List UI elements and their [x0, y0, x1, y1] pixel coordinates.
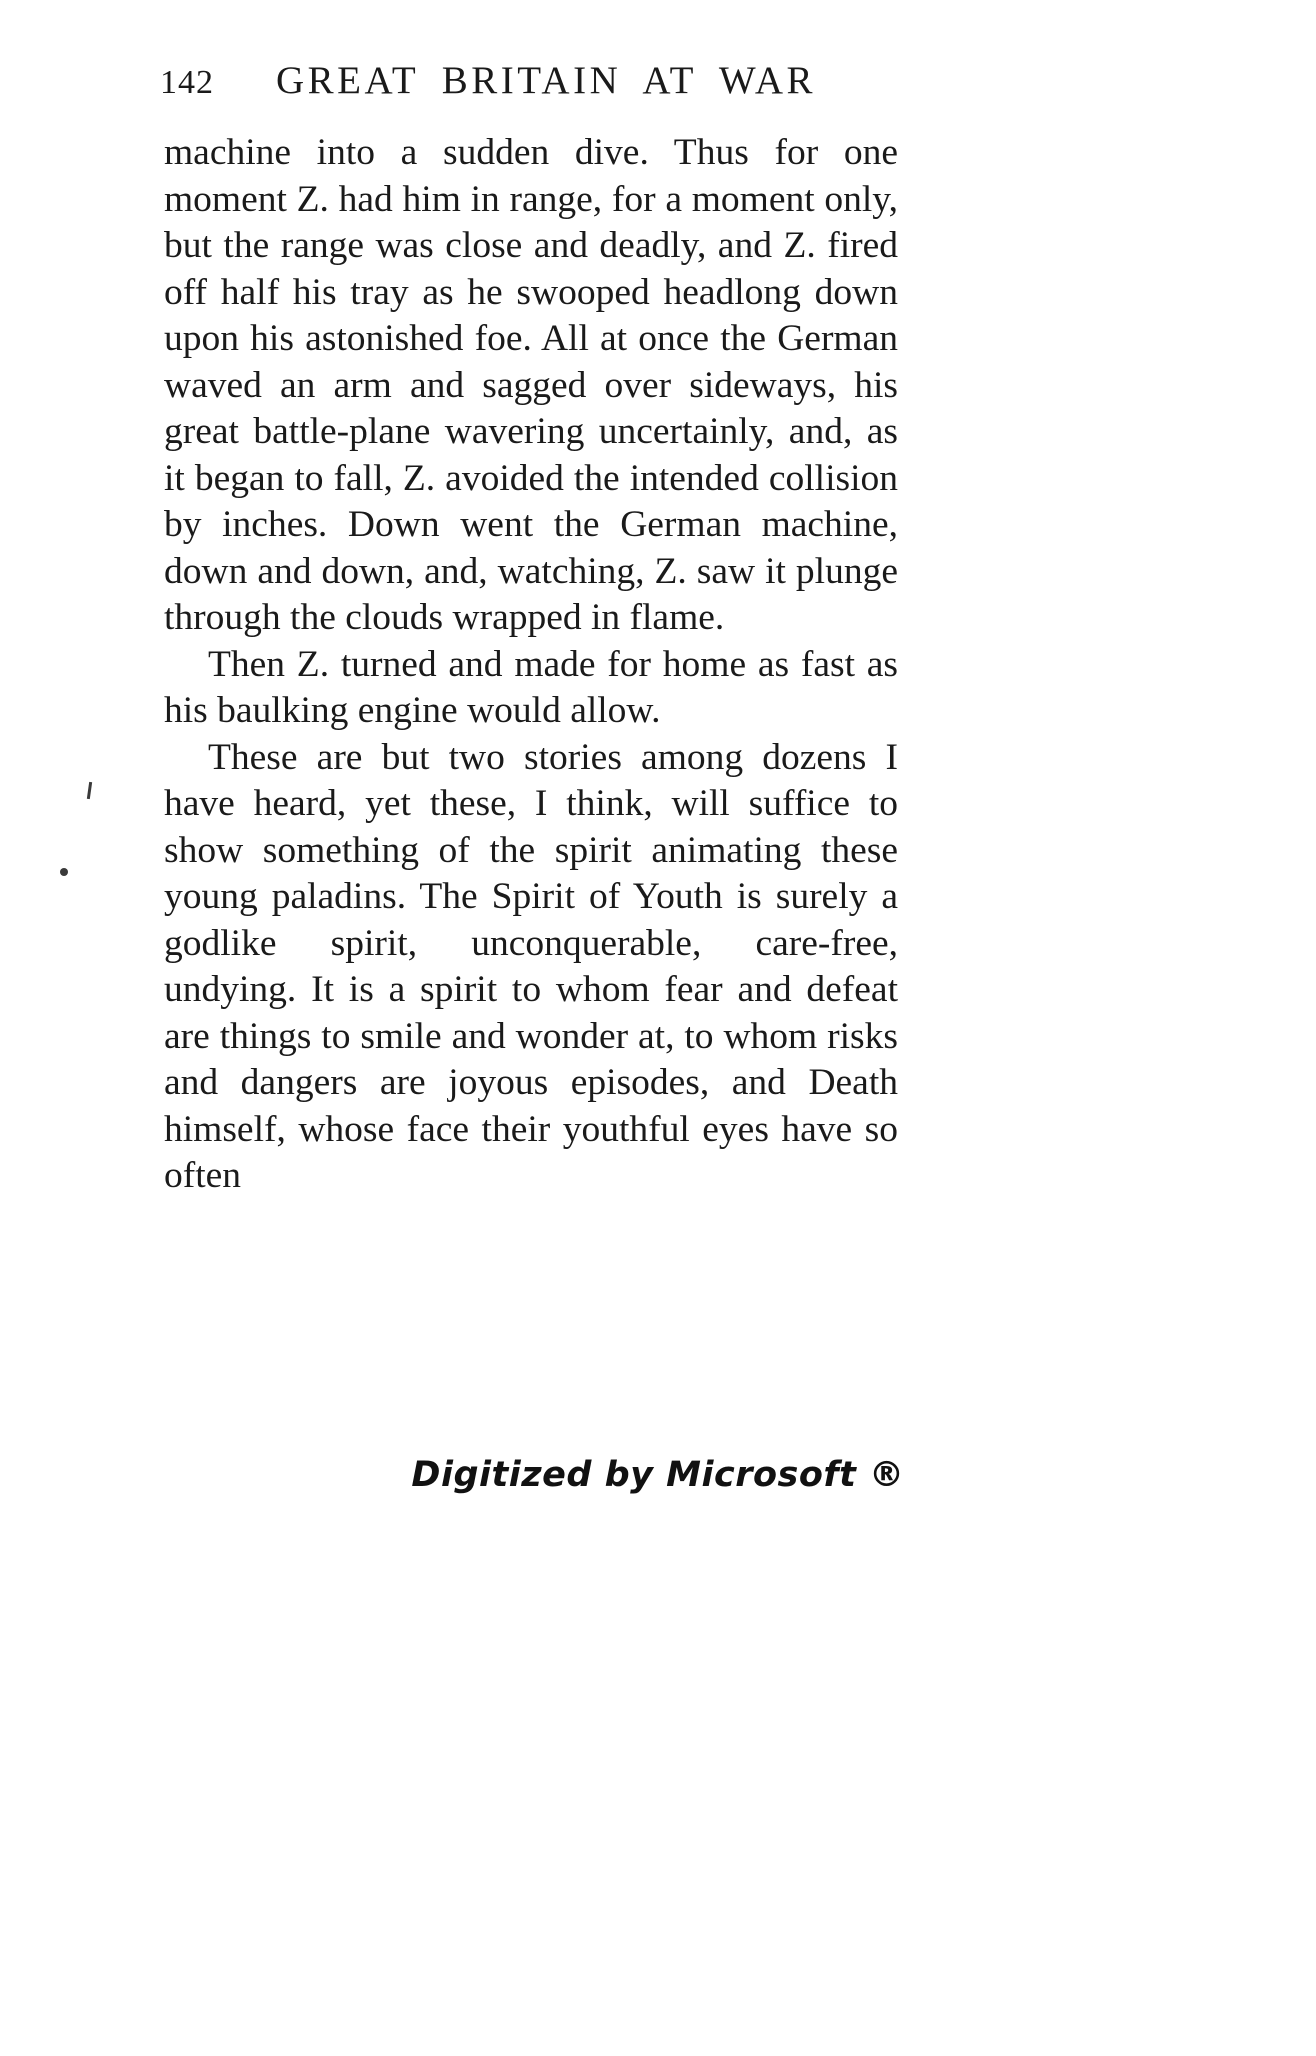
page-body: [164, 130, 898, 1200]
paragraph: Then Z. turned and made for home as fast as his baulking engine would allow.: [164, 643, 898, 731]
scan-artifact-mark: [87, 782, 92, 799]
running-title: GREAT BRITAIN AT WAR: [276, 59, 817, 102]
scan-artifact-dot: [60, 868, 68, 876]
digitization-credit: Digitized by Microsoft ®: [411, 1455, 905, 1495]
page-number: 142: [160, 64, 214, 101]
page-header: [160, 58, 1160, 103]
paragraph: These are but two stories among dozens I have heard, yet these, I think, will suffice to show something of the spirit animating these young paladins. The Spirit of Youth is surely a godlike spirit, unconquerable, care-free, undying. It is a spirit to whom fear and defeat are things to smile and wonder at, to whom risks and dangers are joyous episodes, and Death himself, whose face their youthful eyes have so often: [164, 736, 898, 1196]
paragraph: machine into a sudden dive. Thus for one moment Z. had him in range, for a moment only, but the range was close and deadly, and Z. fired off half his tray as he swooped headlong down upon his astonished foe. All at once the German waved an arm and sagged over sideways, his great battle-plane wavering uncertainly, and, as it began to fall, Z. avoided the intended collision by inches. Down went the German machine, down and down, and, watching, Z. saw it plunge through the clouds wrapped in flame.: [164, 132, 898, 638]
